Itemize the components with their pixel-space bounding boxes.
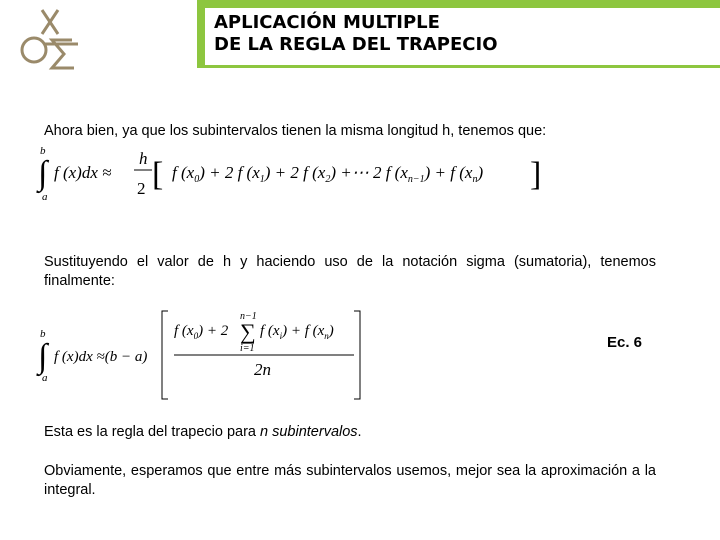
p3-text-end: . [357, 424, 362, 440]
eq2-num-a: f (x [174, 323, 194, 339]
eq2-num-a-sub: 0 [193, 331, 199, 341]
eq1-sub-1: 1 [259, 174, 265, 185]
svg-text:f (xi) + f (xn) [260, 323, 334, 341]
eq2-num-c-sub: i [279, 331, 283, 341]
eq1-integral-sign: ∫ [38, 155, 48, 192]
eq1-sub-n-1: n−1 [407, 174, 425, 185]
p3-text-italic: n subintervalos [260, 424, 358, 440]
eq1-upper-limit: b [40, 145, 46, 157]
paragraph-intro: Ahora bien, ya que los subintervalos tienen la misma longitud h, tenemos que: [44, 123, 547, 139]
eq1-sub-2: 2 [325, 174, 331, 185]
eq1-term-2: ) + 2 f (x [199, 163, 260, 182]
eq2-sum-lower: i=1 [240, 343, 255, 354]
eq1-term-1: f (x [172, 163, 195, 182]
eq1-term-dots: ) +⋯ 2 f (x [330, 163, 408, 182]
svg-text:f (x0) + 2 f (x1) + 2 f (x2) + [172, 163, 483, 185]
eq1-lower-limit: a [42, 191, 48, 203]
eq2-num-c: f (x [260, 323, 280, 339]
eq1-term-last: ) + f (x [424, 163, 473, 182]
p3-text-start: Esta es la regla del trapecio para [44, 424, 261, 440]
eq1-lhs: f (x)dx ≈ [54, 163, 112, 182]
title-line-2: DE LA REGLA DEL TRAPECIO [214, 34, 498, 55]
eq1-bracket-close: ] [530, 156, 542, 193]
logo-circle [22, 38, 46, 62]
eq2-num-e: ) [328, 323, 334, 339]
page-title [214, 12, 498, 56]
eq2-lower-limit: a [42, 372, 48, 384]
eq2-denominator: 2n [254, 360, 271, 379]
eq1-sub-0: 0 [194, 174, 200, 185]
eq1-sub-n: n [472, 174, 478, 185]
title-line-1: APLICACIÓN MULTIPLE [214, 12, 440, 33]
eq2-upper-limit: b [40, 328, 46, 340]
equation-number-label: Ec. 6 [607, 334, 643, 351]
eq2-bracket-close [354, 311, 360, 399]
paragraph-rule-statement [44, 423, 656, 442]
eq1-frac-num: h [139, 149, 148, 168]
svg-text:f (x0) + 2 [174, 323, 229, 341]
eq2-num-d: ) + f (x [282, 323, 325, 339]
eq1-frac-den: 2 [137, 179, 146, 198]
institution-logo [14, 4, 84, 76]
eq2-num-b: ) + 2 [198, 323, 229, 339]
paragraph-conclusion: Obviamente, esperamos que entre más subintervalos usemos, mejor sea la aproximación a la integral. [44, 463, 656, 498]
equation-trapezoid-sigma [36, 305, 376, 405]
eq1-bracket-open: [ [152, 156, 164, 193]
eq2-bracket-open [162, 311, 168, 399]
paragraph-substitution: Sustituyendo el valor de h y haciendo uso de la notación sigma (sumatoria), tenemos finalmente: [44, 254, 656, 289]
eq2-num-d-sub: n [324, 331, 329, 341]
eq2-integral-sign: ∫ [38, 338, 48, 375]
equation-composite-trapezoid [36, 142, 556, 204]
eq1-term-3: ) + 2 f (x [264, 163, 326, 182]
eq2-sum-upper: n−1 [240, 311, 257, 322]
eq1-close: ) [477, 163, 484, 182]
eq2-sigma: ∑ [240, 319, 256, 344]
eq2-lhs: f (x)dx ≈(b − a) [54, 349, 148, 365]
